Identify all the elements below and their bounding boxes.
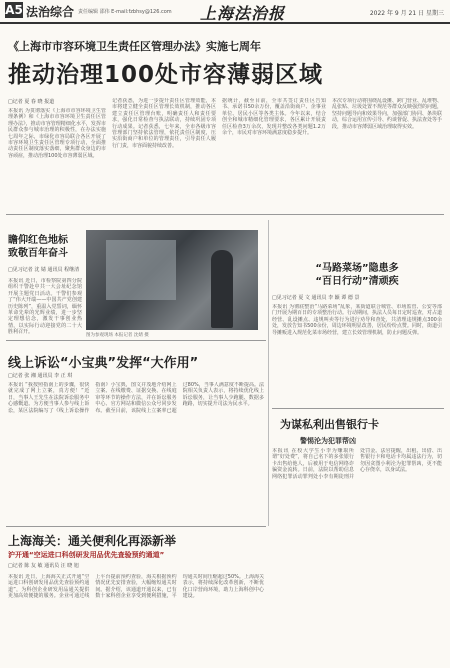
article-3-byline: □见习记者 夏 文 通讯员 李 颖 谭 德 景 [272,295,360,301]
divider [6,214,444,215]
article-5-body: 本报讯 在校大学生小李为赚取所谓“好处费”，将自己名下的多张银行卡出售给他人，后被用于电信网络诈骗资金流转。日前，法院以帮助信息网络犯罪活动罪判处小李有期徒刑并处罚金。法官提醒，出租、出借、出售银行卡和电话卡均属违法行为，切勿因贪图小利沦为犯罪帮凶，更不能心存侥幸，以身试法。 [272,448,442,480]
page-header [0,0,450,24]
lead-col-4: 本次专项行动将围绕乱设摊、跨门营业、乱堆物、乱张贴、垃圾处置不规范等群众反映强烈的问题，坚持问题导向和效果导向，加强部门协同、条块联动，综合运用宣传引导、约谈督促、执法查处等手段，推动市容薄弱区域治理取得实效。 [332,98,442,130]
issue-date: 2022 年 9 月 21 日 星期三 [369,10,444,17]
article-6-title: 上海海关：通关便利化再添新举 [8,534,177,548]
lead-col-1: 本报讯 为贯彻落实《上海市市容环境卫生管理条例》和《上海市市容环境卫生责任区管理办法》，推动市容管理精细化水平，发挥市民群众参与城市治理的积极性，在办法实施七周年之际，市绿化市容局联合各区开展了市容环境卫生责任区管理专项行动，全面推动责任区制度落实落细，聚焦群众身边的市容顽症，推动治理100处市容薄弱区域。 [8,108,106,159]
article-4-byline: □记者 张 湘 通讯员 李 正 琪 [8,373,73,379]
photo-exhibit-window [106,240,176,300]
editor-info: 责任编辑 邵伟 E-mail:fzbhsy@126.com [78,9,172,15]
article-2-body: 本报讯 近日，市检察院第四分院组织干警赴中共一大会址纪念馆开展主题党日活动。干警们参观了“伟大开端——中国共产党创建历史陈列”，重温入党誓词，缅怀革命先辈的光辉业绩，进一步坚定理想信念，激发干事创业热情，以实际行动迎接党的二十大胜利召开。 [8,278,82,336]
divider [272,408,444,409]
news-photo [86,230,258,330]
article-3-title: “马路菜场”隐患多 “百日行动”清顽疾 [315,263,399,287]
article-6-byline: □记者 陈 友 敏 通讯员 汪 晓 旭 [8,563,79,569]
photo-caption: 图为参观现场 本报记者 沈婧 摄 [86,333,149,338]
article-5-subhead: 警惕沦为犯罪帮凶 [300,437,356,445]
newspaper-logo: 上海法治报 [200,4,286,23]
lead-byline: □记者 夏 春 晓 报道 [8,99,55,105]
article-4-title: 线上诉讼“小宝典”发挥“大作用” [8,356,199,371]
article-4-body: 本报讯 “我按照指南上的步骤，很快就完成了网上立案，真方便！”近日，当事人王先生在法院诉讼服务中心感慨道。为方便当事人参与线上诉讼，某区法院编写了《线上诉讼操作指南》小宝典，图文并茂地介绍网上立案、在线缴费、证据交换、在线庭审等环节的操作方法，并在诉讼服务中心、官方网站和微信公众号同步发布。截至目前，该院线上立案率已超过80%，当事人满意度不断提高。法院相关负责人表示，将持续优化线上诉讼服务，让当事人少跑腿、数据多跑路，切实提升司法为民水平。 [8,382,264,414]
article-3-body: 本报讯 为彻底整治“马路菜场”乱象，某街道联合城管、市场监管、公安等部门开展为期百日的专项整治行动。行动期间，执法人员每日定时巡查，对占道经营、乱设摊点、违规叫卖等行为进行劝导和查处，共清理违规摊点300余处，发放告知书500余份，周边环境明显改善，居民纷纷点赞。同时，街道引导摊贩进入规范化菜市场经营，建立长效管理机制，防止问题反弹。 [272,304,442,336]
article-2-title: 瞻仰红色地标 致敬百年奋斗 [8,235,68,259]
section-title: 法治综合 [26,5,75,19]
lead-col-2: 记者获悉，为进一步提升责任区管理效能，本市将建立健全责任区管理长效机制，推动各区建立责任区管理台账，明确责任人和责任要求，强化日常检查与执法联动，持续巩固专项行动成果。记者获悉，七年来，全市各级市容管理部门坚持依法管理，依托责任区制度，压实沿街商户和单位的管理责任，引导责任人履行门责，市容面貌持续改善。 [112,98,216,149]
lead-col-3: 据统计，截至目前，全市共签订责任区告知书、承诺书50余万份，覆盖沿街商户、企事业单位、居民小区等各类主体。今年以来，结合创全和城市精细化管理要求，各区累计开展责任区检查3万余次，发现并整改各类问题1.2万余个，市民对市容环境满意度稳步提升。 [222,98,326,137]
article-6-subtitle: 沪开通“空运进口科创研发用品优先查验预约通道” [8,551,165,559]
page-number: A5 [5,3,23,17]
article-2-byline: □见习记者 沈 婧 通讯员 程继清 [8,267,80,273]
photo-visitor-figure [211,250,233,328]
divider [6,526,266,527]
article-5-title: 为谋私利出售银行卡 [280,418,379,431]
lead-kicker: 《上海市市容环境卫生责任区管理办法》实施七周年 [8,40,261,53]
column-rule [268,220,269,526]
divider [6,340,266,341]
lead-headline: 推动治理100处市容薄弱区域 [8,62,324,88]
article-6-body: 本报讯 近日，上海海关正式开通“空运进口科创研发用品优先查验预约通道”，为科创企业研发用品通关提供更加高效便捷的服务。企业可通过线上平台提前预约查验，海关根据预约情况优先安排查验，大幅缩短通关时间。据介绍，该通道开通以来，已有数十家科创企业享受到便利措施，平均通关时间压缩超过50%。上海海关表示，将持续深化改革创新，不断优化口岸营商环境，助力上海科创中心建设。 [8,574,264,600]
